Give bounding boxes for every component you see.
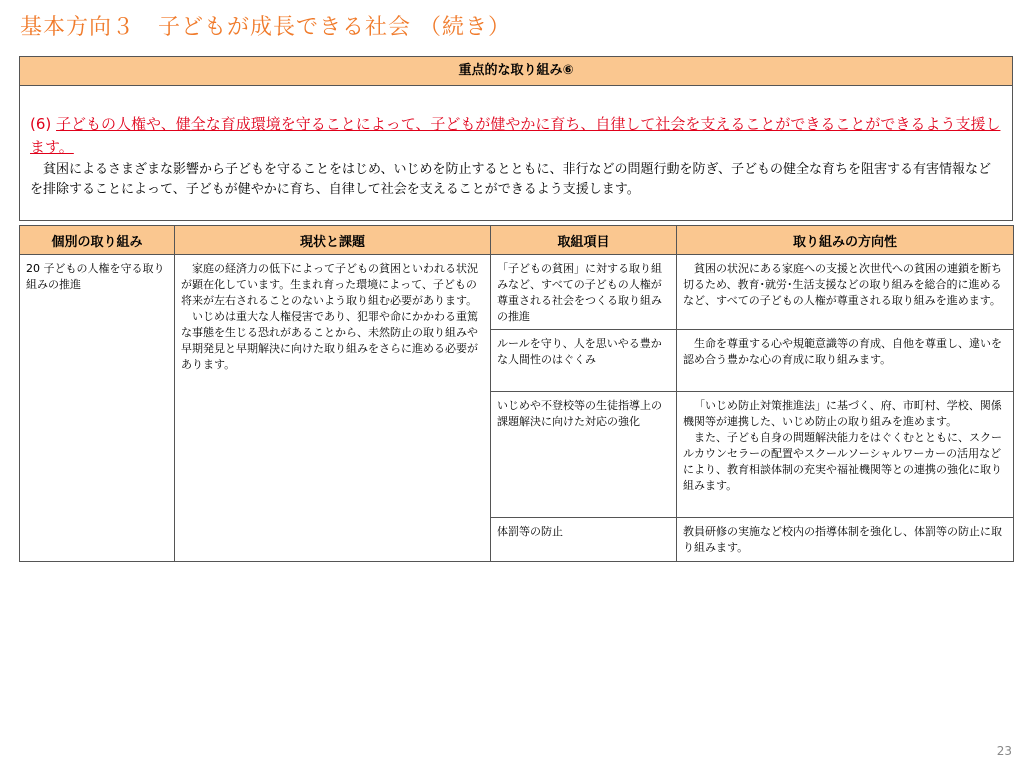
direction-text: 「いじめ防止対策推進法」に基づく、府、市町村、学校、関係機関等が連携した、いじめ防止の取り組みを進めます。 <box>683 399 1002 428</box>
focus-body <box>20 86 1012 200</box>
direction-text: 貧困の状況にある家庭への支援と次世代への貧困の連鎖を断ち切るため、教育･就労･生活支援などの取り組みを総合的に進めるなど、すべての子どもの人権が尊重される取り組みを進めます。 <box>683 262 1002 307</box>
goal-description: 貧困によるさまざまな影響から子どもを守ることをはじめ、いじめを防止するとともに、非行などの問題行動を防ぎ、子どもの健全な育ちを阻害する有害情報などを排除することによって、子どもが健やかに育ち、自律して社会を支えることができるよう支援します。 <box>30 162 991 197</box>
item-text: 体罰等の防止 <box>497 525 563 538</box>
page-number: 23 <box>996 744 1012 758</box>
initiative-text: 20 子どもの人権を守る取り組みの推進 <box>26 262 165 291</box>
initiative-cell <box>20 255 175 562</box>
direction-cell <box>677 392 1014 518</box>
header-initiative: 個別の取り組み <box>20 226 175 255</box>
item-cell <box>491 330 677 392</box>
header-current-issues: 現状と課題 <box>175 226 491 255</box>
direction-cell <box>677 330 1014 392</box>
direction-cell <box>677 255 1014 330</box>
current-issues-cell <box>175 255 491 562</box>
page-title: 基本方向３ 子どもが成長できる社会 （続き） <box>20 15 511 40</box>
item-cell <box>491 392 677 518</box>
direction-text: 生命を尊重する心や規範意識等の育成、自他を尊重し、違いを認め合う豊かな心の育成に取り組みます。 <box>683 337 1002 366</box>
item-cell <box>491 255 677 330</box>
goal-text: 子どもの人権や、健全な育成環境を守ることによって、子どもが健やかに育ち、自律して社会を支えることができることができるよう支援します。 <box>30 115 1001 156</box>
goal-statement <box>30 113 1002 159</box>
focus-box <box>19 56 1013 221</box>
table-header-row <box>20 226 1014 255</box>
header-direction: 取り組みの方向性 <box>677 226 1014 255</box>
direction-text: 教員研修の実施など校内の指導体制を強化し、体罰等の防止に取り組みます。 <box>683 525 1002 554</box>
direction-cell <box>677 518 1014 562</box>
issue-paragraph: いじめは重大な人権侵害であり、犯罪や命にかかわる重篤な事態を生じる恐れがあることから、未然防止の取り組みや早期発見と早期解決に向けた取り組みをさらに進める必要があります。 <box>181 310 478 371</box>
item-text: いじめや不登校等の生徒指導上の課題解決に向けた対応の強化 <box>497 399 662 428</box>
table-row <box>20 255 1014 330</box>
item-cell <box>491 518 677 562</box>
item-text: 「子どもの貧困」に対する取り組みなど、すべての子どもの人権が尊重される社会をつくる取り組みの推進 <box>497 262 662 323</box>
item-text: ルールを守り、人を思いやる豊かな人間性のはぐくみ <box>497 337 662 366</box>
goal-number: (6) <box>30 115 52 133</box>
focus-header: 重点的な取り組み⑥ <box>20 57 1012 86</box>
issue-paragraph: 家庭の経済力の低下によって子どもの貧困といわれる状況が顕在化しています。生まれ育った環境によって、子どもの将来が左右されることのないよう取り組む必要があります。 <box>181 262 478 307</box>
header-items: 取組項目 <box>491 226 677 255</box>
direction-text: また、子ども自身の問題解決能力をはぐくむとともに、スクールカウンセラーの配置やスクールソーシャルワーカーの活用などにより、教育相談体制の充実や福祉機関等との連携の強化に取り組みます。 <box>683 431 1002 492</box>
initiatives-table <box>19 225 1014 562</box>
